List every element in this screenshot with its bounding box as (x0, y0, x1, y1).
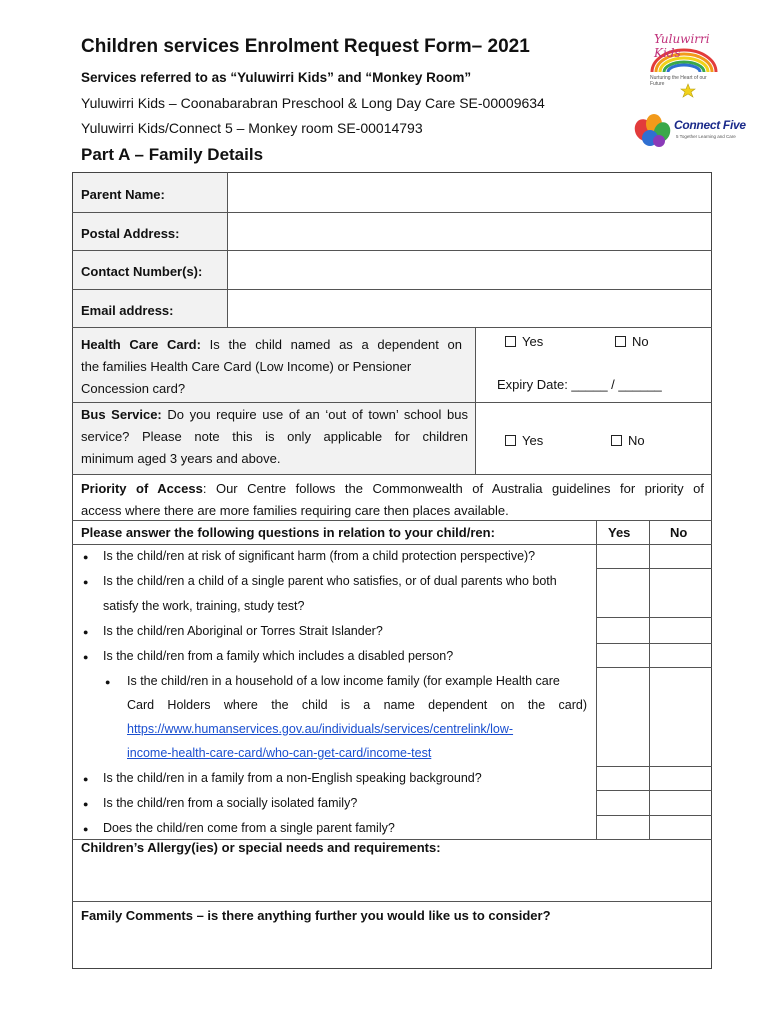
page-title: Children services Enrolment Request Form– 2021 (81, 36, 530, 57)
contact-numbers-label: Contact Number(s): (81, 264, 203, 279)
question-4: Is the child/ren from a family which includes a disabled person? (103, 649, 454, 663)
bus-service-label: Bus Service: (81, 407, 162, 422)
question-1: Is the child/ren at risk of significant harm (from a child protection perspective)? (103, 549, 536, 563)
bus-service-no-checkbox[interactable]: No (611, 433, 645, 448)
health-care-label: Health Care Card: (81, 337, 201, 352)
connect-five-logo-text: Connect Five (674, 118, 746, 132)
yuluwirri-logo-text: Yuluwirri Kids (654, 32, 710, 60)
question-6: Is the child/ren in a family from a non-English speaking background? (103, 771, 482, 785)
health-care-expiry[interactable]: Expiry Date: _____ / ______ (497, 377, 662, 392)
priority-label: Priority of Access (81, 481, 203, 496)
question-8: Does the child/ren come from a single parent family? (103, 821, 395, 835)
bus-service-yes-checkbox[interactable]: Yes (505, 433, 543, 448)
column-yes-header: Yes (608, 525, 631, 540)
question-2-line-2: satisfy the work, training, study test? (103, 599, 305, 613)
q1-no-cell[interactable] (650, 545, 711, 568)
postal-address-field[interactable] (228, 213, 711, 250)
checkbox-icon (505, 435, 516, 446)
contact-numbers-field[interactable] (228, 251, 711, 289)
checkbox-icon (505, 336, 516, 347)
bus-service-line-1: Bus Service: Do you require use of an ‘out of town’ school bus (81, 407, 468, 422)
questions-header: Please answer the following questions in relation to your child/ren: (81, 525, 495, 540)
parent-name-label: Parent Name: (81, 187, 165, 202)
health-care-line-3: Concession card? (81, 381, 186, 396)
allergies-field[interactable] (73, 858, 711, 900)
income-test-link-1[interactable]: https://www.humanservices.gov.au/individuals/services/centrelink/low- (127, 722, 514, 736)
hands-icon (632, 110, 674, 150)
bus-service-line-3: minimum aged 3 years and above. (81, 451, 281, 466)
priority-line-2: access where there are more families requiring care then places available. (81, 503, 509, 518)
q1-yes-cell[interactable] (597, 545, 649, 568)
service-line-1: Yuluwirri Kids – Coonabarabran Preschool & Long Day Care SE-00009634 (81, 95, 545, 111)
section-heading-part-a: Part A – Family Details (81, 145, 264, 164)
question-2-line-1: Is the child/ren a child of a single parent who satisfies, or of dual parents who both (103, 574, 557, 588)
question-7: Is the child/ren from a socially isolated family? (103, 796, 358, 810)
service-line-2: Yuluwirri Kids/Connect 5 – Monkey room SE-00014793 (81, 120, 423, 136)
checkbox-icon (611, 435, 622, 446)
health-care-line-1: Health Care Card: Is the child named as a dependent on (81, 337, 462, 352)
email-field[interactable] (228, 290, 711, 327)
income-test-link-2[interactable]: income-health-care-card/who-can-get-card/income-test (127, 746, 432, 760)
connect-five-logo-tagline: 5 Together Learning and Care (676, 134, 736, 139)
page-subtitle: Services referred to as “Yuluwirri Kids” and “Monkey Room” (81, 70, 472, 85)
yuluwirri-kids-logo (644, 32, 724, 102)
family-comments-field[interactable] (73, 926, 711, 968)
checkbox-icon (615, 336, 626, 347)
yuluwirri-logo-tagline: Nurturing the Heart of our Future (650, 75, 707, 87)
allergies-label: Children’s Allergy(ies) or special needs and requirements: (81, 840, 441, 855)
family-comments-label: Family Comments – is there anything further you would like us to consider? (81, 908, 551, 923)
email-label: Email address: (81, 303, 174, 318)
question-3: Is the child/ren Aboriginal or Torres Strait Islander? (103, 624, 383, 638)
health-care-line-2: the families Health Care Card (Low Income) or Pensioner (81, 359, 412, 374)
priority-line-1: Priority of Access: Our Centre follows the Commonwealth of Australia guidelines for priority of (81, 481, 705, 496)
bus-service-line-2: service? Please note this is only applicable for children (81, 429, 468, 444)
health-care-yes-checkbox[interactable]: Yes (505, 334, 543, 349)
column-no-header: No (670, 525, 688, 540)
question-5-line-1: Is the child/ren in a household of a low income family (for example Health care (127, 674, 560, 688)
health-care-no-checkbox[interactable]: No (615, 334, 649, 349)
question-5-line-2: Card Holders where the child is a name dependent on the card) (127, 698, 587, 712)
parent-name-field[interactable] (228, 173, 711, 212)
connect-five-logo (632, 110, 750, 150)
postal-address-label: Postal Address: (81, 226, 180, 241)
